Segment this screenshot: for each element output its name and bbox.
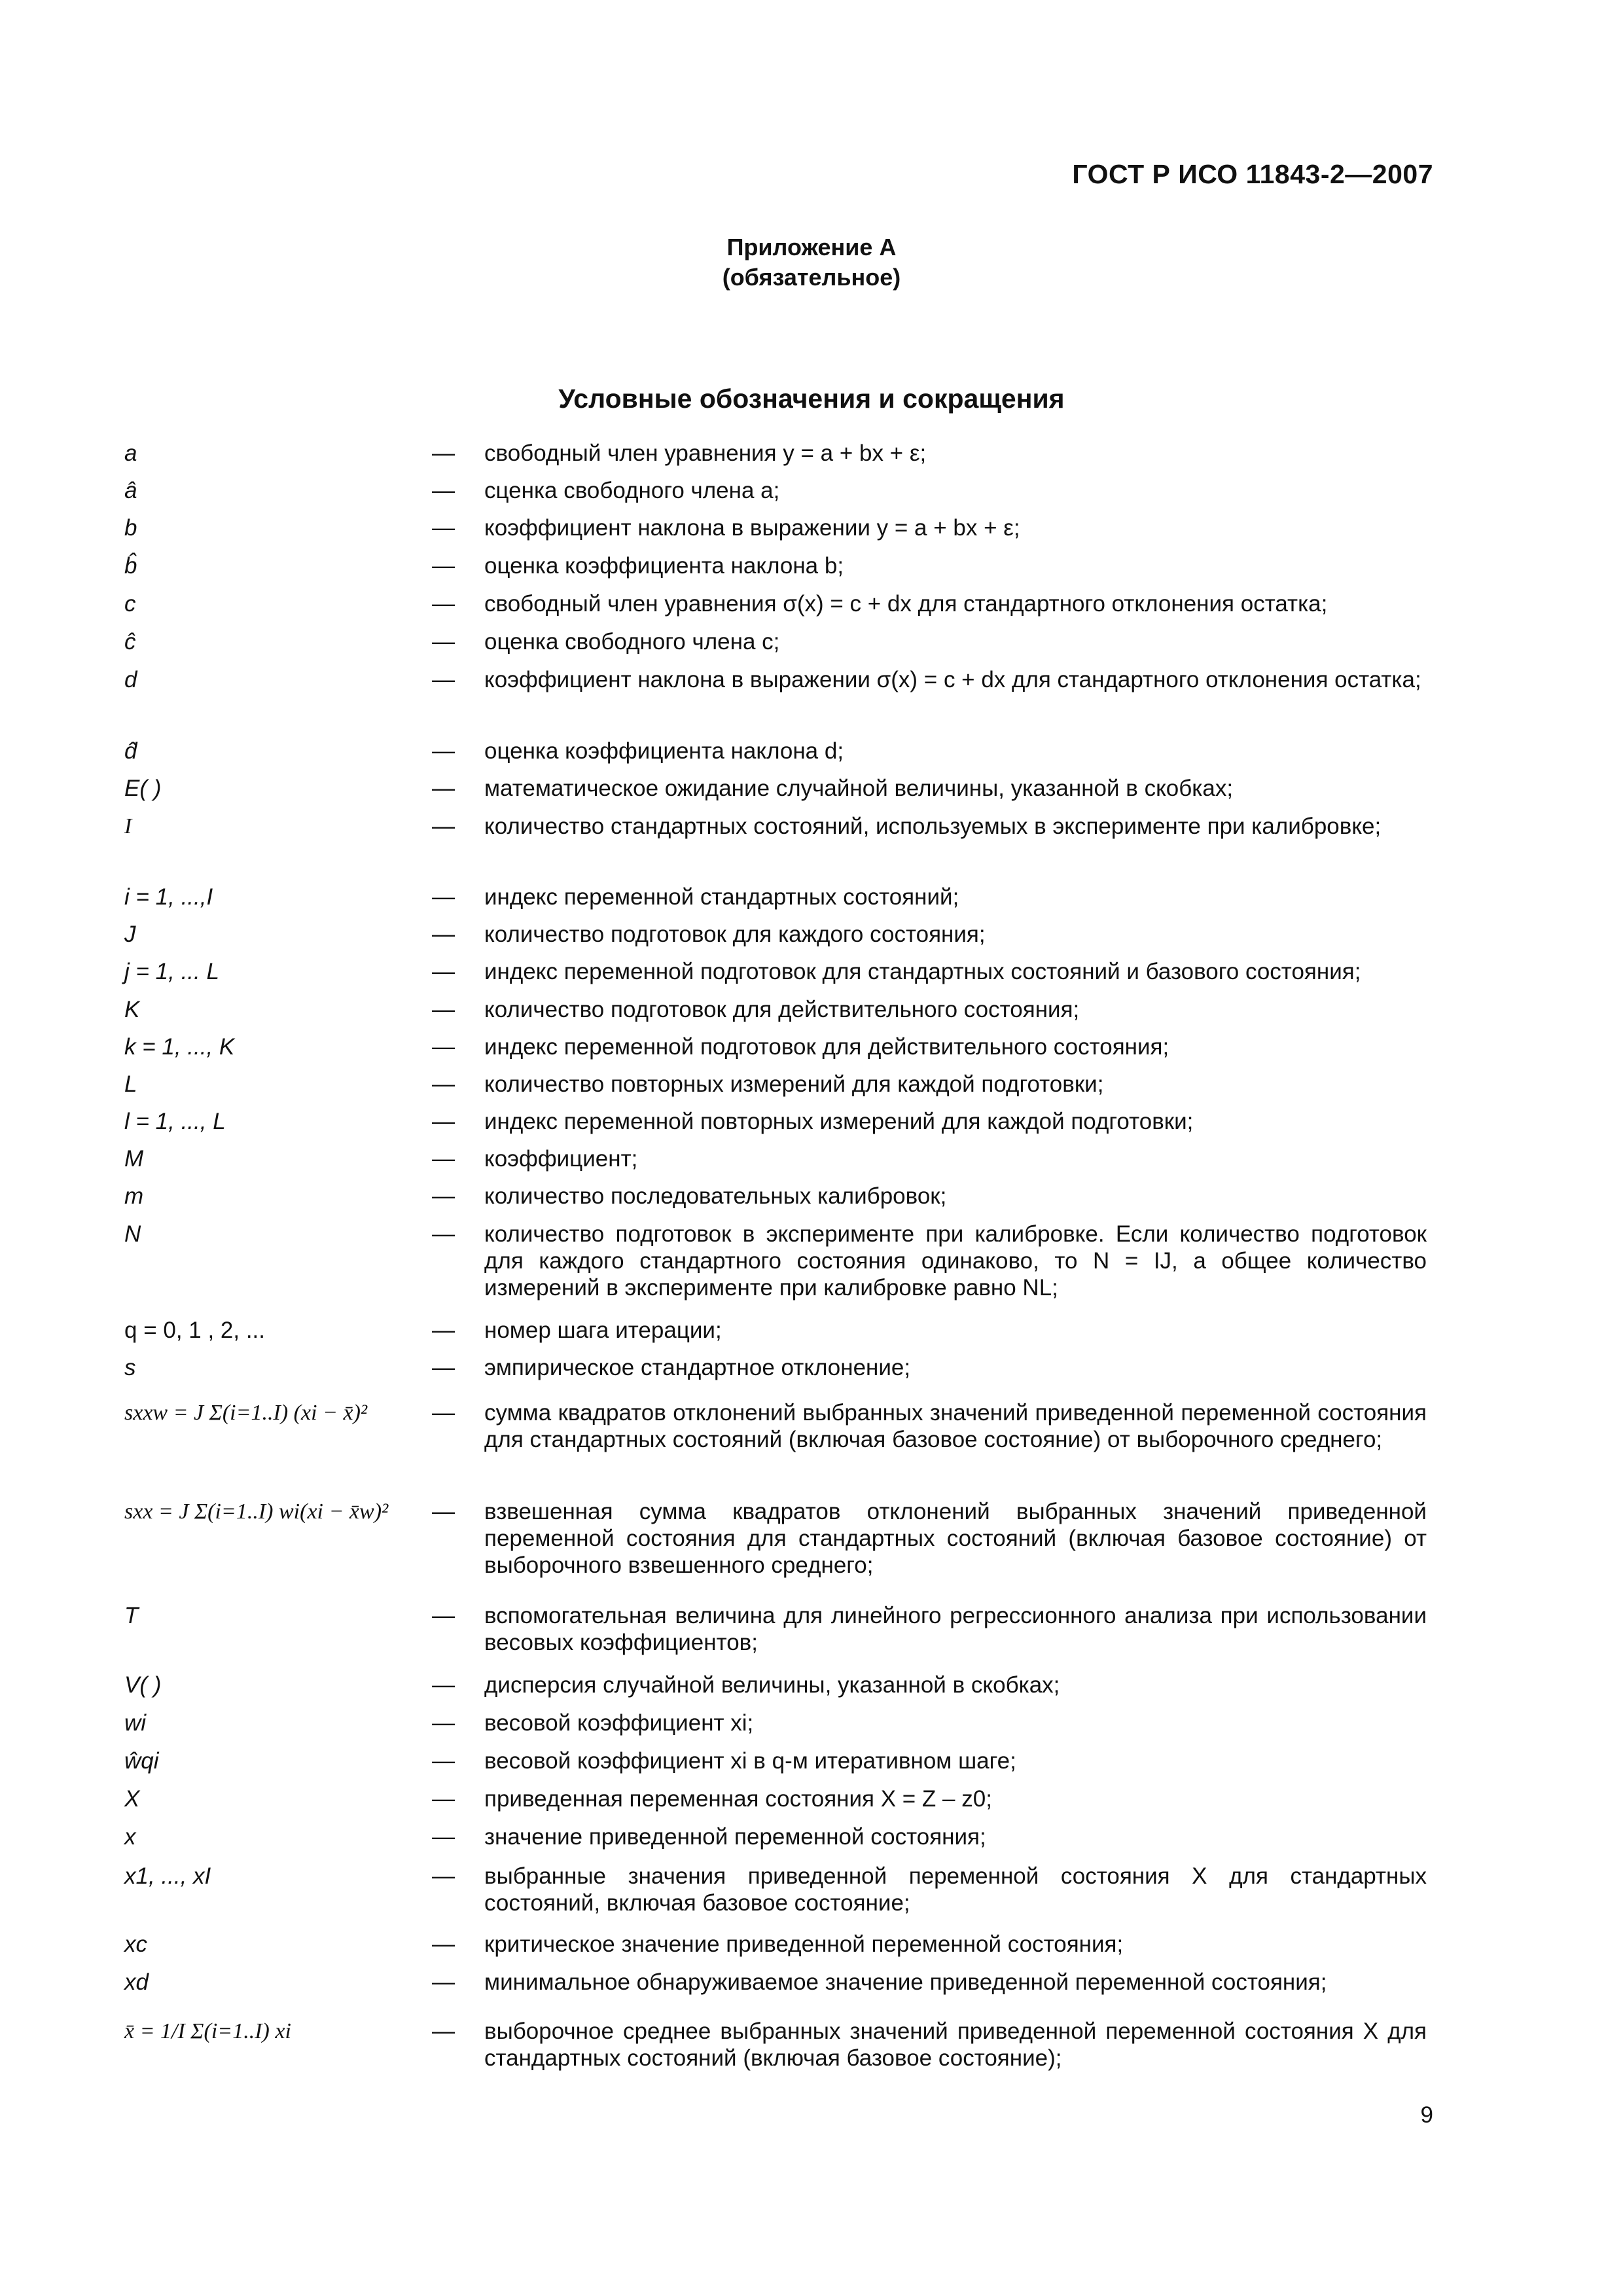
entry-description: количество повторных измерений для каждой подготовки;	[484, 1071, 1104, 1097]
entry-description: вспомогательная величина для линейного регрессионного анализа при использовании весовых коэффициентов;	[484, 1603, 1427, 1655]
entry-description: минимальное обнаруживаемое значение приведенной переменной состояния;	[484, 1969, 1327, 1995]
entry-description: количество подготовок для действительного состояния;	[484, 997, 1080, 1022]
entry-symbol: sxx = J Σ(i=1..I) wi(xi − x̄w)²	[124, 1499, 389, 1524]
entry-dash: —	[432, 1748, 455, 1774]
entry-dash: —	[432, 1710, 455, 1736]
entry-symbol: xd	[124, 1969, 149, 1995]
entry-description: количество подготовок для каждого состояния;	[484, 922, 986, 947]
entry-dash: —	[432, 515, 455, 541]
entry-description: коэффициент наклона в выражении σ(x) = c + dx для стандартного отклонения остатка;	[484, 667, 1421, 692]
entry-symbol: x̄ = 1/I Σ(i=1..I) xi	[124, 2019, 291, 2043]
entry-dash: —	[432, 1183, 455, 1209]
entry-description: выборочное среднее выбранных значений приведенной переменной состояния X для стандартных состояний (включая базовое состояние);	[484, 2018, 1427, 2071]
entry-dash: —	[432, 997, 455, 1022]
entry-description: свободный член уравнения σ(x) = c + dx для стандартного отклонения остатка;	[484, 591, 1328, 617]
entry-symbol: x	[124, 1824, 136, 1850]
entry-dash: —	[432, 1969, 455, 1995]
entry-description: номер шага итерации;	[484, 1318, 722, 1343]
entry-dash: —	[432, 776, 455, 801]
entry-symbol: T	[124, 1603, 139, 1628]
entry-dash: —	[432, 1355, 455, 1380]
section-title: Условные обозначения и сокращения	[558, 384, 1065, 414]
entry-symbol: i = 1, ...,I	[124, 884, 213, 910]
entry-description: значение приведенной переменной состояния;	[484, 1824, 986, 1850]
entry-symbol: I	[124, 814, 132, 838]
entry-symbol: K	[124, 997, 140, 1022]
entry-symbol: k = 1, ..., K	[124, 1034, 235, 1060]
entry-symbol: a	[124, 440, 137, 466]
entry-symbol: d̂	[124, 738, 137, 764]
entry-dash: —	[432, 1863, 455, 1889]
entry-description: приведенная переменная состояния X = Z – z0;	[484, 1786, 992, 1812]
entry-dash: —	[432, 1221, 455, 1247]
entry-dash: —	[432, 1786, 455, 1812]
entry-description: весовой коэффициент xi;	[484, 1710, 754, 1736]
entry-description: оценка коэффициента наклона d;	[484, 738, 844, 764]
entry-dash: —	[432, 1603, 455, 1628]
entry-dash: —	[432, 440, 455, 466]
entry-symbol: b̂	[124, 553, 137, 579]
entry-dash: —	[432, 1672, 455, 1698]
page-number: 9	[1420, 2102, 1433, 2128]
entry-symbol: c	[124, 591, 136, 617]
entry-dash: —	[432, 478, 455, 503]
entry-dash: —	[432, 629, 455, 655]
entry-symbol: j = 1, ... L	[124, 959, 219, 984]
entry-description: количество подготовок в эксперименте при калибровке. Если количество подготовок для каждого стандартного состояния одинаково, то N = IJ, а общее количество измерений в эксперименте при калибровке равно NL;	[484, 1221, 1427, 1300]
annex-heading	[0, 232, 1623, 293]
entry-description: коэффициент наклона в выражении y = a + bx + ε;	[484, 515, 1020, 541]
entry-dash: —	[432, 591, 455, 617]
entry-description: математическое ожидание случайной величины, указанной в скобках;	[484, 776, 1234, 801]
entry-description: оценка свободного члена c;	[484, 629, 780, 655]
entry-description: оценка коэффициента наклона b;	[484, 553, 844, 579]
entry-dash: —	[432, 1499, 455, 1524]
entry-dash: —	[432, 667, 455, 692]
entry-dash: —	[432, 1400, 455, 1426]
entry-symbol: d	[124, 667, 137, 692]
entry-dash: —	[432, 1071, 455, 1097]
entry-description: выбранные значения приведенной переменной состояния X для стандартных состояний, включая базовое состояние;	[484, 1863, 1427, 1916]
entry-symbol: ŵqi	[124, 1748, 159, 1774]
entry-dash: —	[432, 814, 455, 839]
entry-symbol: E( )	[124, 776, 162, 801]
entry-description: индекс переменной подготовок для действительного состояния;	[484, 1034, 1169, 1060]
entry-dash: —	[432, 959, 455, 984]
entry-dash: —	[432, 922, 455, 947]
entry-description: весовой коэффициент xi в q-м итеративном шаге;	[484, 1748, 1016, 1774]
entry-description: количество последовательных калибровок;	[484, 1183, 947, 1209]
entry-description: индекс переменной повторных измерений для каждой подготовки;	[484, 1109, 1194, 1134]
entry-symbol: s	[124, 1355, 136, 1380]
entry-dash: —	[432, 1824, 455, 1850]
entry-symbol: l = 1, ..., L	[124, 1109, 226, 1134]
entry-symbol: q = 0, 1 , 2, ...	[124, 1318, 265, 1343]
annex-title: Приложение А	[726, 234, 897, 260]
entry-dash: —	[432, 1034, 455, 1060]
entry-description: дисперсия случайной величины, указанной в скобках;	[484, 1672, 1060, 1698]
entry-symbol: N	[124, 1221, 141, 1247]
entry-description: индекс переменной стандартных состояний;	[484, 884, 959, 910]
entry-symbol: M	[124, 1146, 144, 1172]
entry-description: свободный член уравнения y = a + bx + ε;	[484, 440, 927, 466]
entry-description: взвешенная сумма квадратов отклонений выбранных значений приведенной переменной состояния для стандартных состояний (включая базовое состояние) от выборочного взвешенного среднего;	[484, 1499, 1427, 1578]
entry-symbol: x1, ..., xI	[124, 1863, 211, 1889]
entry-dash: —	[432, 553, 455, 579]
entry-symbol: J	[124, 922, 136, 947]
entry-symbol: xc	[124, 1931, 147, 1957]
entry-symbol: m	[124, 1183, 144, 1209]
entry-symbol: L	[124, 1071, 137, 1097]
entry-symbol: X	[124, 1786, 140, 1812]
entry-dash: —	[432, 1318, 455, 1343]
entry-description: индекс переменной подготовок для стандартных состояний и базового состояния;	[484, 959, 1361, 984]
entry-description: количество стандартных состояний, используемых в эксперименте при калибровке;	[484, 814, 1382, 839]
entry-symbol: V( )	[124, 1672, 162, 1698]
entry-symbol: sxxw = J Σ(i=1..I) (xi − x̄)²	[124, 1401, 368, 1425]
entry-description: сумма квадратов отклонений выбранных значений приведенной переменной состояния для стандартных состояний (включая базовое состояние) от выборочного среднего;	[484, 1400, 1427, 1452]
entry-dash: —	[432, 1931, 455, 1957]
entry-dash: —	[432, 2018, 455, 2044]
entry-description: эмпирическое стандартное отклонение;	[484, 1355, 911, 1380]
entry-symbol: wi	[124, 1710, 147, 1736]
annex-status: (обязательное)	[722, 264, 901, 291]
entry-dash: —	[432, 1109, 455, 1134]
entry-description: коэффициент;	[484, 1146, 638, 1172]
entry-description: сценка свободного члена a;	[484, 478, 780, 503]
entry-description: критическое значение приведенной переменной состояния;	[484, 1931, 1124, 1957]
entry-dash: —	[432, 1146, 455, 1172]
entry-symbol: ĉ	[124, 629, 136, 655]
entry-dash: —	[432, 738, 455, 764]
entry-symbol: â	[124, 478, 137, 503]
entry-dash: —	[432, 884, 455, 910]
entry-symbol: b	[124, 515, 137, 541]
document-code: ГОСТ Р ИСО 11843-2—2007	[1072, 159, 1433, 189]
